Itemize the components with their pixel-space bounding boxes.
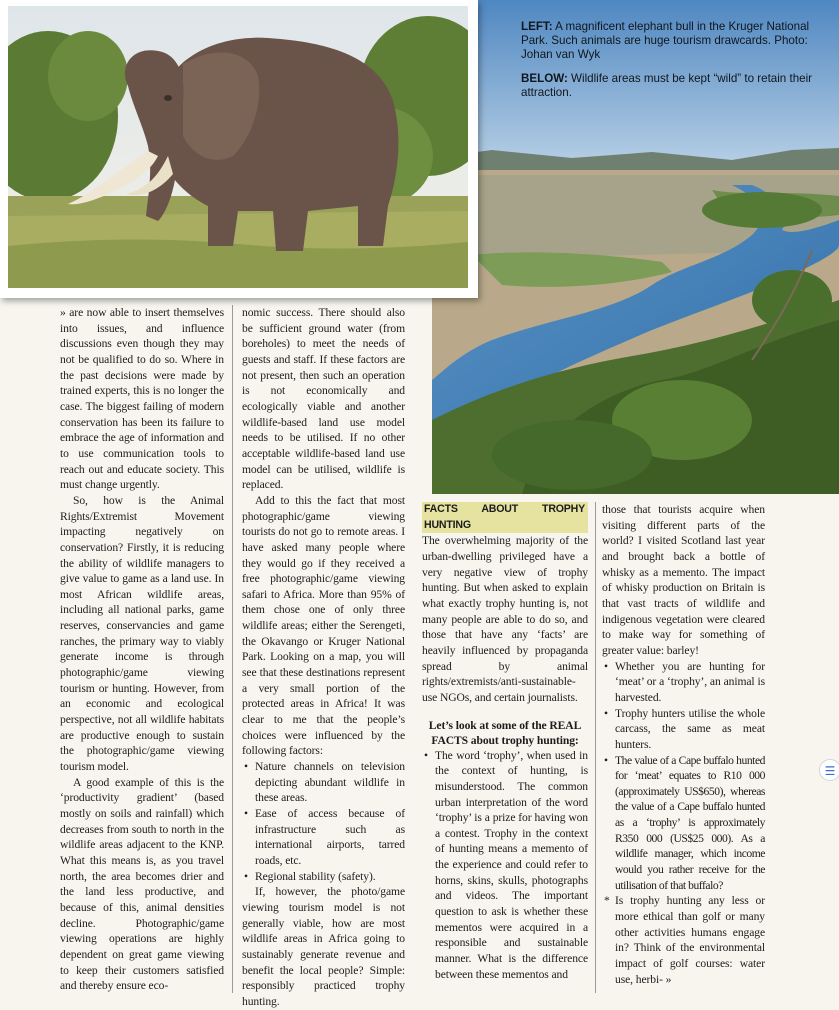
list-item: • Nature channels on television depicting abundant wildlife in these areas. [242, 759, 405, 806]
section-heading: FACTS ABOUT TROPHY HUNTING [422, 502, 588, 533]
list-item: • Whether you are hunting for ‘meat’ or a ‘trophy’, an animal is harvested. [602, 659, 765, 706]
paragraph: nomic success. There should also be sufficient ground water (from boreholes) to meet the needs of guests and staff. If these factors are not present, then such an operation is not economically and ecologically viable and another wildlife-based land use model needs to be utilised. If no other acceptable wildlife-based land use model can be utilised, wildlife is replaced. [242, 306, 405, 492]
photo-captions [521, 20, 821, 109]
facts-list [422, 748, 588, 983]
paragraph: A good example of this is the ‘productivity gradient’ (based mostly on soils and rainfall) which decreases from south to north in the wildlife areas adjacent to the KNP. What this means is, as you travel north, the area becomes drier and the land less productive, and because of this, animal densities decline. Photographic/game viewing operations are highly dependent on great game viewing to keep their customers satisfied and thereby ensure eco- [60, 775, 224, 993]
article-column-2 [242, 305, 405, 1010]
list-item: • The word ‘trophy’, when used in the context of hunting, is misunderstood. The common urban interpretation of the word ‘trophy’ is a prize for having won a contest. Trophy in the context of hunting means a memento of the experience and could refer to horns, skins, skulls, photographs and videos. The important question to ask is whether these mementos were acquired in a responsible and sustainable manner. What is the difference between these mementos and [422, 748, 588, 983]
elephant-photo-frame [0, 0, 478, 298]
facts-list-continued [602, 659, 765, 894]
paragraph: If, however, the photo/game viewing tourism model is not generally viable, how are most wildlife areas in Africa going to sustainably generate revenue and benefit the local people? Simple: responsibly practiced trophy hunting. [242, 885, 405, 1008]
caption-left: LEFT: A magnificent elephant bull in the Kruger National Park. Such animals are huge tourism drawcards. Photo: Johan van Wyk [521, 20, 810, 62]
article-column-3 [422, 502, 588, 982]
paragraph: » are now able to insert themselves into issues, and influence discussions even though they may not be qualified to do so. Where in the past decisions were made by trained experts, this is no longer the case. The biggest failing of modern conservation has been its failure to embrace the age of information and to use communication tools to reach out and educate society. This must change urgently. [60, 306, 224, 492]
list-item: * Is trophy hunting any less or more ethical than golf or many other activities humans engage in? Think of the environmental impact of golf courses: water use, herbi- » [602, 893, 765, 987]
caption-below: BELOW: Wildlife areas must be kept “wild” to retain their attraction. [521, 71, 813, 99]
list-item: • The value of a Cape buffalo hunted for ‘meat’ equates to R10 000 (approximately US$650), whereas the value of a Cape buffalo hunted as a ‘trophy’ is approximately R350 000 (US$25 000). As a wildlife manager, which income would you rather receive for the utilisation of that buffalo? [602, 753, 765, 894]
article-column-4 [602, 502, 765, 987]
menu-lines-icon[interactable]: ☰ [819, 759, 839, 781]
paragraph: The overwhelming majority of the urban-dwelling privileged have a very negative view of trophy hunting. But when asked to explain what exactly trophy hunting is, not many people are able to do so, and those that have any ‘facts’ are heavily influenced by propaganda spread by animal rights/extremists/anti-sustainable-use NGOs, and certain journalists. [422, 534, 588, 704]
paragraph: So, how is the Animal Rights/Extremist Movement impacting negatively on conservation? Firstly, it is reducing the ability of wildlife managers to give value to game as a land use. In most African wildlife areas, including all national parks, game reserves, conservancies and game ranches, the primary way to viably generate income is through photographic/game viewing tourism or hunting. However, from an economic and ecological perspective, not all wildlife habitats are productive enough to sustain the photographic/game viewing tourism model. [60, 493, 224, 774]
factor-list [242, 759, 405, 884]
list-item: • Ease of access because of infrastructure such as international airports, tarred roads, etc. [242, 806, 405, 869]
question-list [602, 893, 765, 987]
elephant-photo [8, 6, 468, 288]
list-item: • Regional stability (safety). [242, 869, 405, 885]
paragraph: Add to this the fact that most photographic/game viewing tourists do not go to remote areas. I have asked many people where they would go if they received a free photographic/game viewing safari to Africa. More than 95% of them chose one of only three wildlife areas; either the Serengeti, the Okavango or Kruger National Park. Looking on a map, you will see that these destinations represent a very small portion of the protected areas in Africa! It was clear to me that the people’s choices were influenced by the following factors: [242, 493, 405, 758]
paragraph: those that tourists acquire when visiting different parts of the world? I visited Scotland last year and brought back a bottle of whisky as a memento. The impact of whisky production on Britain is that vast tracts of wildlife and indigenous vegetation were cleared to make way for something of greater value: barley! [602, 503, 765, 657]
column-divider [232, 305, 233, 993]
column-divider [595, 502, 596, 993]
sub-heading: Let’s look at some of the REAL FACTS about trophy hunting: [428, 718, 582, 747]
article-column-1 [60, 305, 224, 994]
list-item: • Trophy hunters utilise the whole carcass, the same as meat hunters. [602, 706, 765, 753]
